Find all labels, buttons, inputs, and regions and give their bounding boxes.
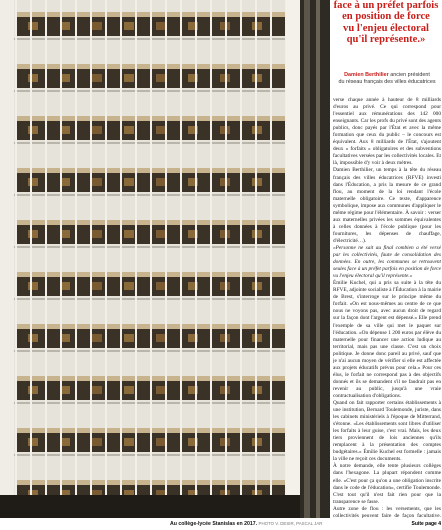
article-paragraph: verse chaque année à hauteur de 8 milliards d'euros au privé. Ce qui correspond pour l'essentiel aux rémunérations des 142 000 enseignants. Car les profs du privé sont des agents publics, donc payés par l'État et avec la même formation que ceux du public – le concours est équivalent. Aux 8 milliards de l'État, s'ajoutent deux « forfaits » obligatoires et des subventions facultatives versées par les collectivités locales. Et là, impossible d'y voir à deux mètres. (333, 97, 441, 167)
quote-author-role: ancien président (390, 72, 430, 78)
pull-quote (330, 0, 442, 46)
caption-text: Au collège-lycée Stanislas en 2017. (170, 521, 258, 527)
quote-author-name: Damien Berthilier (344, 72, 389, 78)
article-body (333, 97, 441, 519)
continuation-label: Suite page 4 (411, 521, 441, 527)
quote-attribution (332, 72, 442, 86)
article-paragraph: «Personne ne sait au final combien a été versé par les collectivités, faute de consolidation des données. En outre, les communes se retrouvent seules face à un préfet parfois en position de force vu l'enjeu électoral qu'il représente.» (333, 244, 441, 280)
pull-quote-line: qu'il représente.» (346, 34, 426, 46)
pull-quote-line: face à un préfet parfois (333, 0, 439, 11)
pull-quote-line: en position de force (342, 11, 430, 23)
pull-quote-line: vu l'enjeu électoral (343, 22, 429, 34)
article-paragraph: Quand on fait rapporter certains établissements à une institution, Bernard Toulemonde, juriste, dans les cabinets ministériels à l'époque de Mitterrand, s'étonne. «Les établissements sont libres d'utiliser les forfaits à leur guise, c'est vrai. Mais, les deux tiers proviennent de lois anciennes qu'ils remplacent à la présentation des comptes budgétaires.» Émilie Kuchel est formelle : jamais la ville ne reçoit ces documents. (333, 400, 441, 463)
article-paragraph: Damien Berthilier, un temps à la tête du réseau français des villes éducatrices (RFVE) investi dans l'Éducation, a pris la mesure de ce grand flou, au moment de la loi rendant l'école maternelle obligatoire. Ce texte, d'apparence symbolique, impose aux communes d'appliquer le même régime pour l'élémentaire. À savoir : verser aux maternelles privées les sommes équivalentes à celles données à l'école publique (pour les fournitures, les dépenses de chauffage, d'électricité…). (333, 167, 441, 244)
continuation-note (333, 520, 441, 529)
photo-caption (170, 518, 335, 530)
article-paragraph: Émilie Kuchel, qui a pris sa suite à la tête du RFVE, adjointe socialiste à l'Éducation à la mairie de Brest, s'interroge sur le principe même du forfait. «On est nous-mêmes au centre de ce que nous ne voyons pas, avec aucun droit de regard sur la façon dont l'argent est dépensé.» Elle prend l'exemple de sa ville qui met le paquet sur l'éducation. «On dépense 1 200 euros par élève du maternelle pour financer une action ludique au territorial, mais pas une classe. C'est un choix politique. Je donne donc pareil au privé, sauf que je n'ai aucun moyen de vérifier si elle est affectée aux projets éducatifs prévus pour cela.» Pour ces élus, le forfait ne correspond pas à des objectifs donnés et ils se demandent s'il ne faudrait pas en revenir au public, jusqu'à une vraie contractualisation d'obligations. (333, 280, 441, 399)
photo-credit: PHOTO V. DESIR, PASCAL JAR (258, 521, 323, 526)
article-paragraph: Autre zone de flou : les versements, que les collectivités peuvent faire de façon facultative. (333, 505, 441, 519)
quote-author-role-line2: du réseau français des villes éducatrices (338, 79, 436, 85)
article-paragraph: À notre demande, elle tente plusieurs collèges dans l'hexagone. La plupart répondent comme elle. «C'est pour ça qu'on a une obligation inscrite dans le code de l'éducation», certifie Toulemonde. C'est tout qu'il n'est fait rien pour que la transparence se fasse. (333, 463, 441, 505)
